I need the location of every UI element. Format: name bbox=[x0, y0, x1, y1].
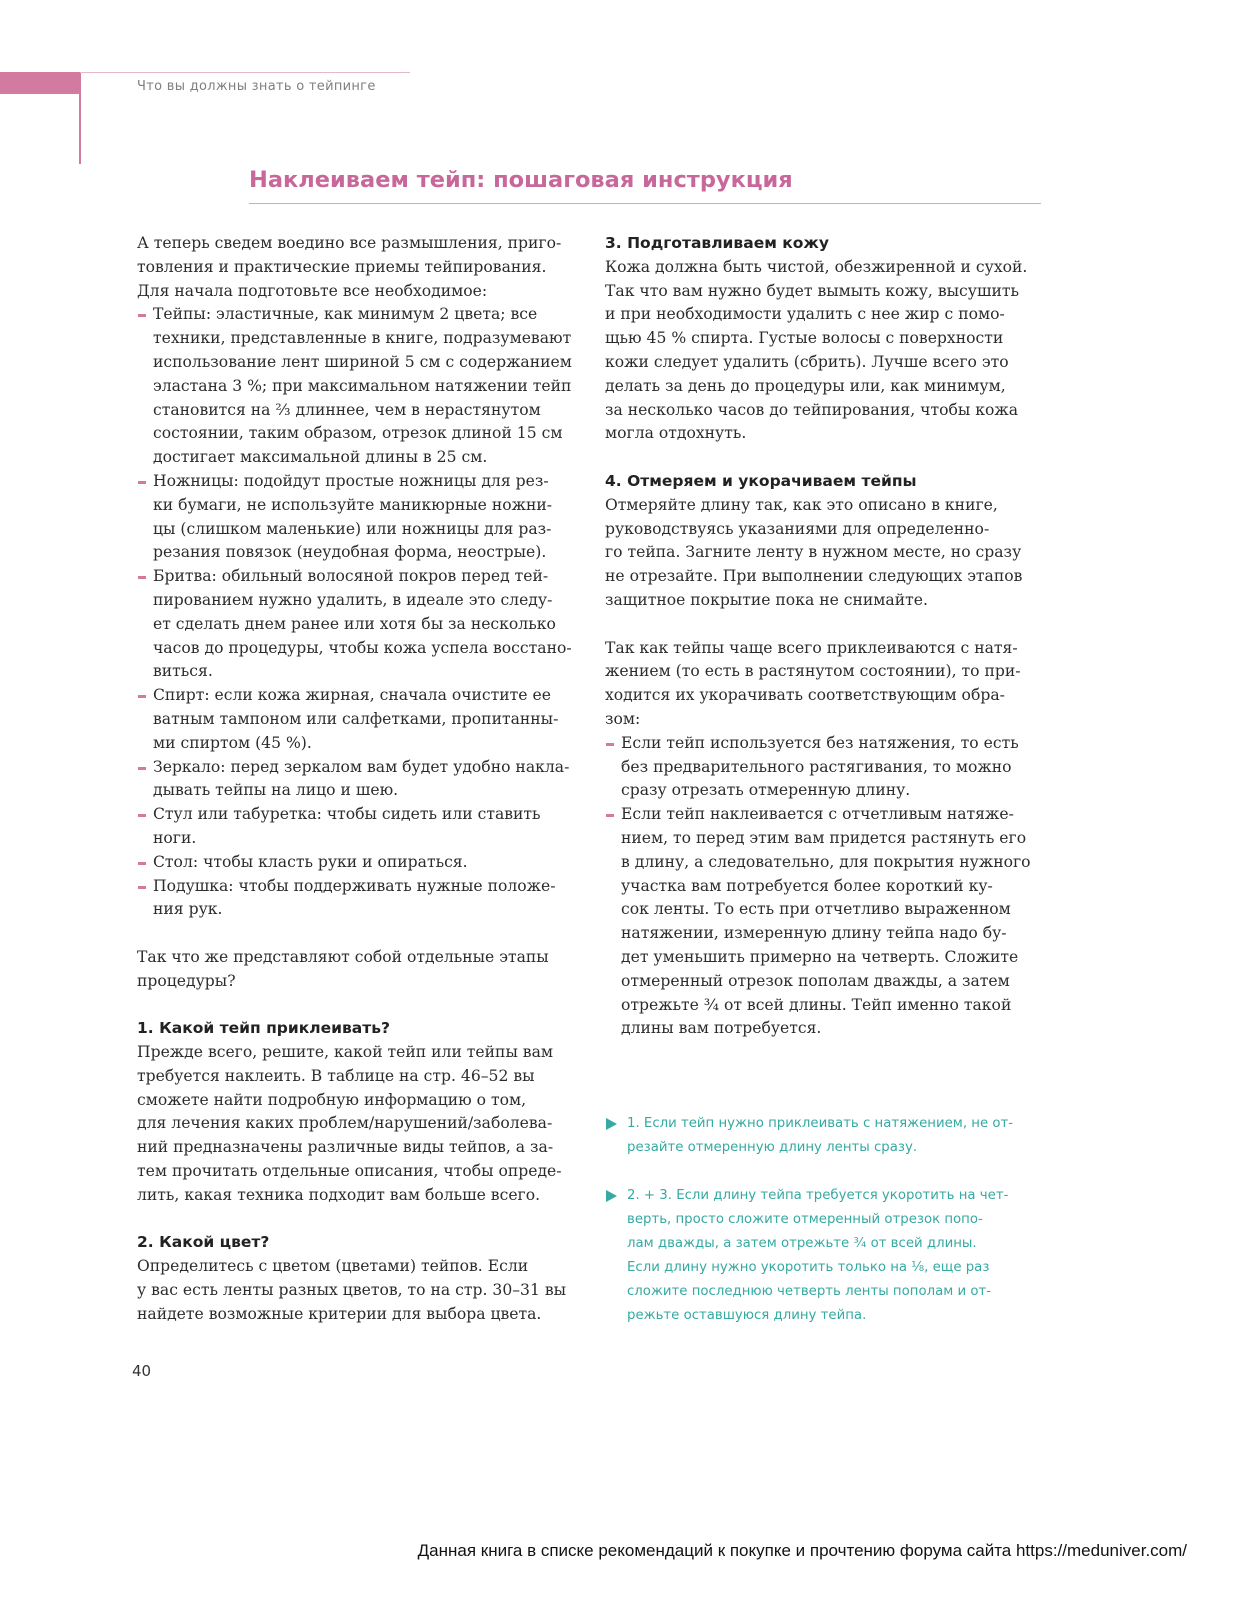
section-heading-3: 3. Подготавливаем кожу bbox=[605, 234, 829, 252]
list-item: Если тейп используется без натяжения, то есть без предварительного растягивания, то можно сразу отрезать отмеренную длину. bbox=[605, 732, 1040, 803]
running-head: Что вы должны знать о тейпинге bbox=[137, 79, 376, 94]
page-title: Наклеиваем тейп: пошаговая инструкция bbox=[249, 167, 793, 193]
list-item: Спирт: если кожа жирная, сначала очистите ее ватным тампоном или салфетками, пропитанны- ми спиртом (45 %). bbox=[137, 684, 575, 755]
list-item: Стол: чтобы класть руки и опираться. bbox=[137, 851, 575, 875]
section-heading-1: 1. Какой тейп приклеивать? bbox=[137, 1019, 391, 1038]
title-divider bbox=[249, 203, 1041, 204]
tip-item: 1. Если тейп нужно приклеивать с натяжением, не от- резайте отмеренную длину ленты сразу. bbox=[605, 1112, 1043, 1160]
supplies-list bbox=[137, 303, 575, 922]
page-number: 40 bbox=[132, 1362, 152, 1380]
header-rule bbox=[80, 72, 410, 73]
tips-box bbox=[605, 1112, 1043, 1328]
footer-note: Данная книга в списке рекомендаций к покупке и прочтению форума сайта https://meduniver.com/ bbox=[417, 1541, 1187, 1560]
tension-list bbox=[605, 732, 1040, 1041]
question-paragraph: Так что же представляют собой отдельные этапы процедуры? bbox=[137, 947, 549, 990]
triangle-arrow-icon bbox=[606, 1118, 617, 1130]
list-item: Стул или табуретка: чтобы сидеть или ставить ноги. bbox=[137, 803, 575, 851]
header-accent-line bbox=[79, 72, 81, 164]
section-4-paragraph-2: Так как тейпы чаще всего приклеиваются с натя- жением (то есть в растянутом состоянии), то при- ходится их укорачивать соответствующим обра- зом: bbox=[605, 638, 1021, 728]
section-4-text: Отмеряйте длину так, как это описано в книге, руководствуясь указаниями для определенно- го тейпа. Загните ленту в нужном месте, но сразу не отрезайте. При выполнении следующих этапов защитное покрытие пока не снимайте. bbox=[605, 495, 1023, 609]
list-item: Бритва: обильный волосяной покров перед тей- пированием нужно удалить, в идеале это следу- ет сделать днем ранее или хотя бы за несколько часов до процедуры, чтобы кожа успела восстано- виться. bbox=[137, 565, 575, 684]
left-column bbox=[137, 232, 575, 1327]
list-item: Ножницы: подойдут простые ножницы для рез- ки бумаги, не используйте маникюрные ножни- цы (слишком маленькие) или ножницы для раз- резания повязок (неудобная форма, неострые). bbox=[137, 470, 575, 565]
list-item: Подушка: чтобы поддерживать нужные положе- ния рук. bbox=[137, 875, 575, 923]
section-heading-4: 4. Отмеряем и укорачиваем тейпы bbox=[605, 471, 917, 490]
list-item: Зеркало: перед зеркалом вам будет удобно накла- дывать тейпы на лицо и шею. bbox=[137, 756, 575, 804]
section-heading-2: 2. Какой цвет? bbox=[137, 1233, 270, 1252]
section-1-text: Прежде всего, решите, какой тейп или тейпы вам требуется наклеить. В таблице на стр. 46–52 вы сможете найти подробную информацию о том, для лечения каких проблем/нарушений/заболева- ний предназначены различные виды тейпов, а за- тем прочитать отдельные описания, чтобы опреде- лить, какая техника подходит вам больше всего. bbox=[137, 1043, 562, 1204]
section-2-text: Определитесь с цветом (цветами) тейпов. Если у вас есть ленты разных цветов, то на стр. 30–31 вы найдете возможные критерии для выбора цвета. bbox=[137, 1257, 567, 1323]
section-3-text: Кожа должна быть чистой, обезжиренной и сухой. Так что вам нужно будет вымыть кожу, высушить и при необходимости удалить с нее жир с помо- щью 45 % спирта. Густые волосы с поверхности кожи следует удалить (сбрить). Лучше всего это делать за день до процедуры или, как минимум, за несколько часов до тейпирования, чтобы кожа могла отдохнуть. bbox=[605, 257, 1028, 443]
list-item: Если тейп наклеивается с отчетливым натяже- нием, то перед этим вам придется растянуть его в длину, а следовательно, для покрытия нужного участка вам потребуется более короткий ку- сок ленты. То есть при отчетливо выраженном натяжении, измеренную длину тейпа надо бу- дет уменьшить примерно на четверть. Сложите отмеренный отрезок пополам дважды, а затем отрежьте ¾ от всей длины. Тейп именно такой длины вам потребуется. bbox=[605, 803, 1040, 1041]
tip-item: 2. + 3. Если длину тейпа требуется укоротить на чет- верть, просто сложите отмеренный отрезок попо- лам дважды, а затем отрежьте ¾ от всей длины. Если длину нужно укоротить только на ⅛, еще раз сложите последнюю четверть ленты пополам и от- режьте оставшуюся длину тейпа. bbox=[605, 1184, 1043, 1328]
intro-paragraph: А теперь сведем воедино все размышления, приго- товления и практические приемы тейпирования. Для начала подготовьте все необходимое: bbox=[137, 234, 562, 300]
list-item: Тейпы: эластичные, как минимум 2 цвета; все техники, представленные в книге, подразумевают использование лент шириной 5 см с содержанием эластана 3 %; при максимальном натяжении тейп становится на ⅔ длиннее, чем в нерастянутом состоянии, таким образом, отрезок длиной 15 см достигает максимальной длины в 25 см. bbox=[137, 303, 575, 470]
right-column bbox=[605, 232, 1040, 1041]
header-accent-tab bbox=[0, 72, 80, 94]
triangle-arrow-icon bbox=[606, 1190, 617, 1202]
